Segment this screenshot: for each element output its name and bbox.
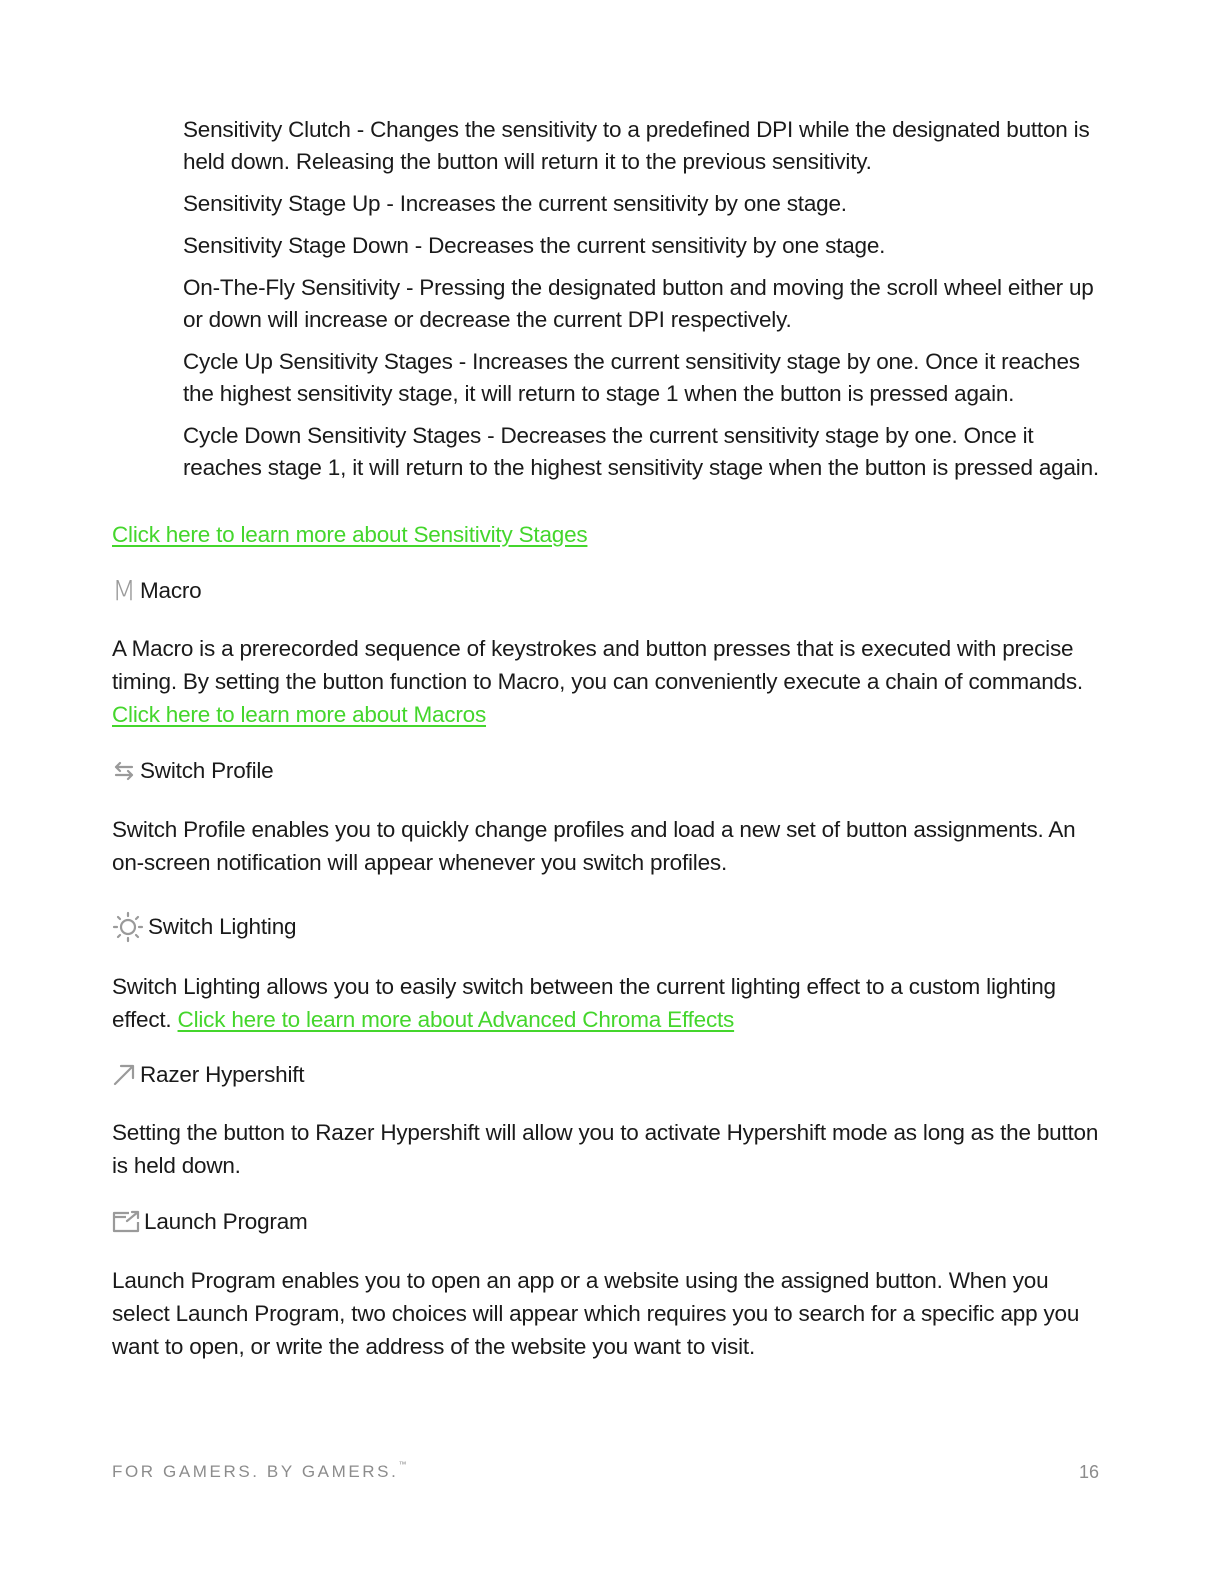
macros-link[interactable]: Click here to learn more about Macros (112, 702, 487, 727)
list-item: Cycle Down Sensitivity Stages - Decreases the current sensitivity stage by one. Once it reaches stage 1, it will return to the highest sensitivity stage when the button is pressed again. (183, 423, 1099, 480)
list-item: On-The-Fly Sensitivity - Pressing the designated button and moving the scroll wheel either up or down will increase or decrease the current DPI respectively. (183, 275, 1094, 332)
macro-heading (112, 576, 201, 606)
hypershift-heading (112, 1060, 304, 1090)
switch-profile-title: Switch Profile (140, 758, 274, 783)
switch-arrows-icon (112, 759, 136, 783)
sensitivity-options-list (183, 114, 1103, 494)
sensitivity-link-paragraph (112, 518, 1102, 551)
advanced-chroma-effects-link[interactable]: Click here to learn more about Advanced Chroma Effects (177, 1007, 735, 1032)
hypershift-body: Setting the button to Razer Hypershift will allow you to activate Hypershift mode as long as the button is held down. (112, 1120, 1099, 1178)
diagonal-arrow-icon (112, 1063, 136, 1087)
macro-title: Macro (139, 578, 202, 603)
macro-body: A Macro is a prerecorded sequence of keystrokes and button presses that is executed with precise timing. By setting the button function to Macro, you can conveniently execute a chain of commands. (112, 636, 1083, 694)
launch-program-title: Launch Program (144, 1209, 308, 1234)
hypershift-description (112, 1116, 1102, 1182)
macro-icon: M (112, 574, 136, 607)
trademark-symbol: ™ (398, 1460, 407, 1469)
switch-lighting-heading (112, 911, 296, 943)
launch-program-body: Launch Program enables you to open an app or a website using the assigned button. When you select Launch Program, two choices will appear which requires you to search for a specific app you want to open, or write the address of the website you want to visit. (112, 1268, 1080, 1359)
list-item: Sensitivity Clutch - Changes the sensitivity to a predefined DPI while the designated button is held down. Releasing the button will return it to the previous sensitivity. (183, 117, 1090, 174)
launch-window-icon (112, 1210, 140, 1234)
list-item: Cycle Up Sensitivity Stages - Increases the current sensitivity stage by one. Once it reaches the highest sensitivity stage, it will return to stage 1 when the button is pressed again. (183, 349, 1080, 406)
footer-tagline-text: FOR GAMERS. BY GAMERS. (112, 1462, 399, 1481)
page-number: 16 (1078, 1462, 1099, 1482)
list-item: Sensitivity Stage Down - Decreases the current sensitivity by one stage. (183, 233, 886, 258)
switch-profile-description (112, 813, 1102, 879)
sensitivity-stages-link[interactable]: Click here to learn more about Sensitivity Stages (112, 522, 588, 547)
switch-profile-body: Switch Profile enables you to quickly change profiles and load a new set of button assignments. An on-screen notification will appear whenever you switch profiles. (112, 817, 1076, 875)
sun-icon (112, 911, 144, 943)
footer-tagline (112, 1462, 406, 1482)
switch-lighting-title: Switch Lighting (148, 914, 297, 939)
launch-program-heading (112, 1207, 308, 1237)
switch-profile-heading (112, 756, 274, 786)
macro-description (112, 632, 1102, 731)
switch-lighting-body: Switch Lighting allows you to easily switch between the current lighting effect to a custom lighting effect. (112, 974, 1056, 1032)
switch-lighting-description (112, 970, 1102, 1036)
hypershift-title: Razer Hypershift (140, 1062, 305, 1087)
launch-program-description (112, 1264, 1102, 1363)
list-item: Sensitivity Stage Up - Increases the current sensitivity by one stage. (183, 191, 847, 216)
